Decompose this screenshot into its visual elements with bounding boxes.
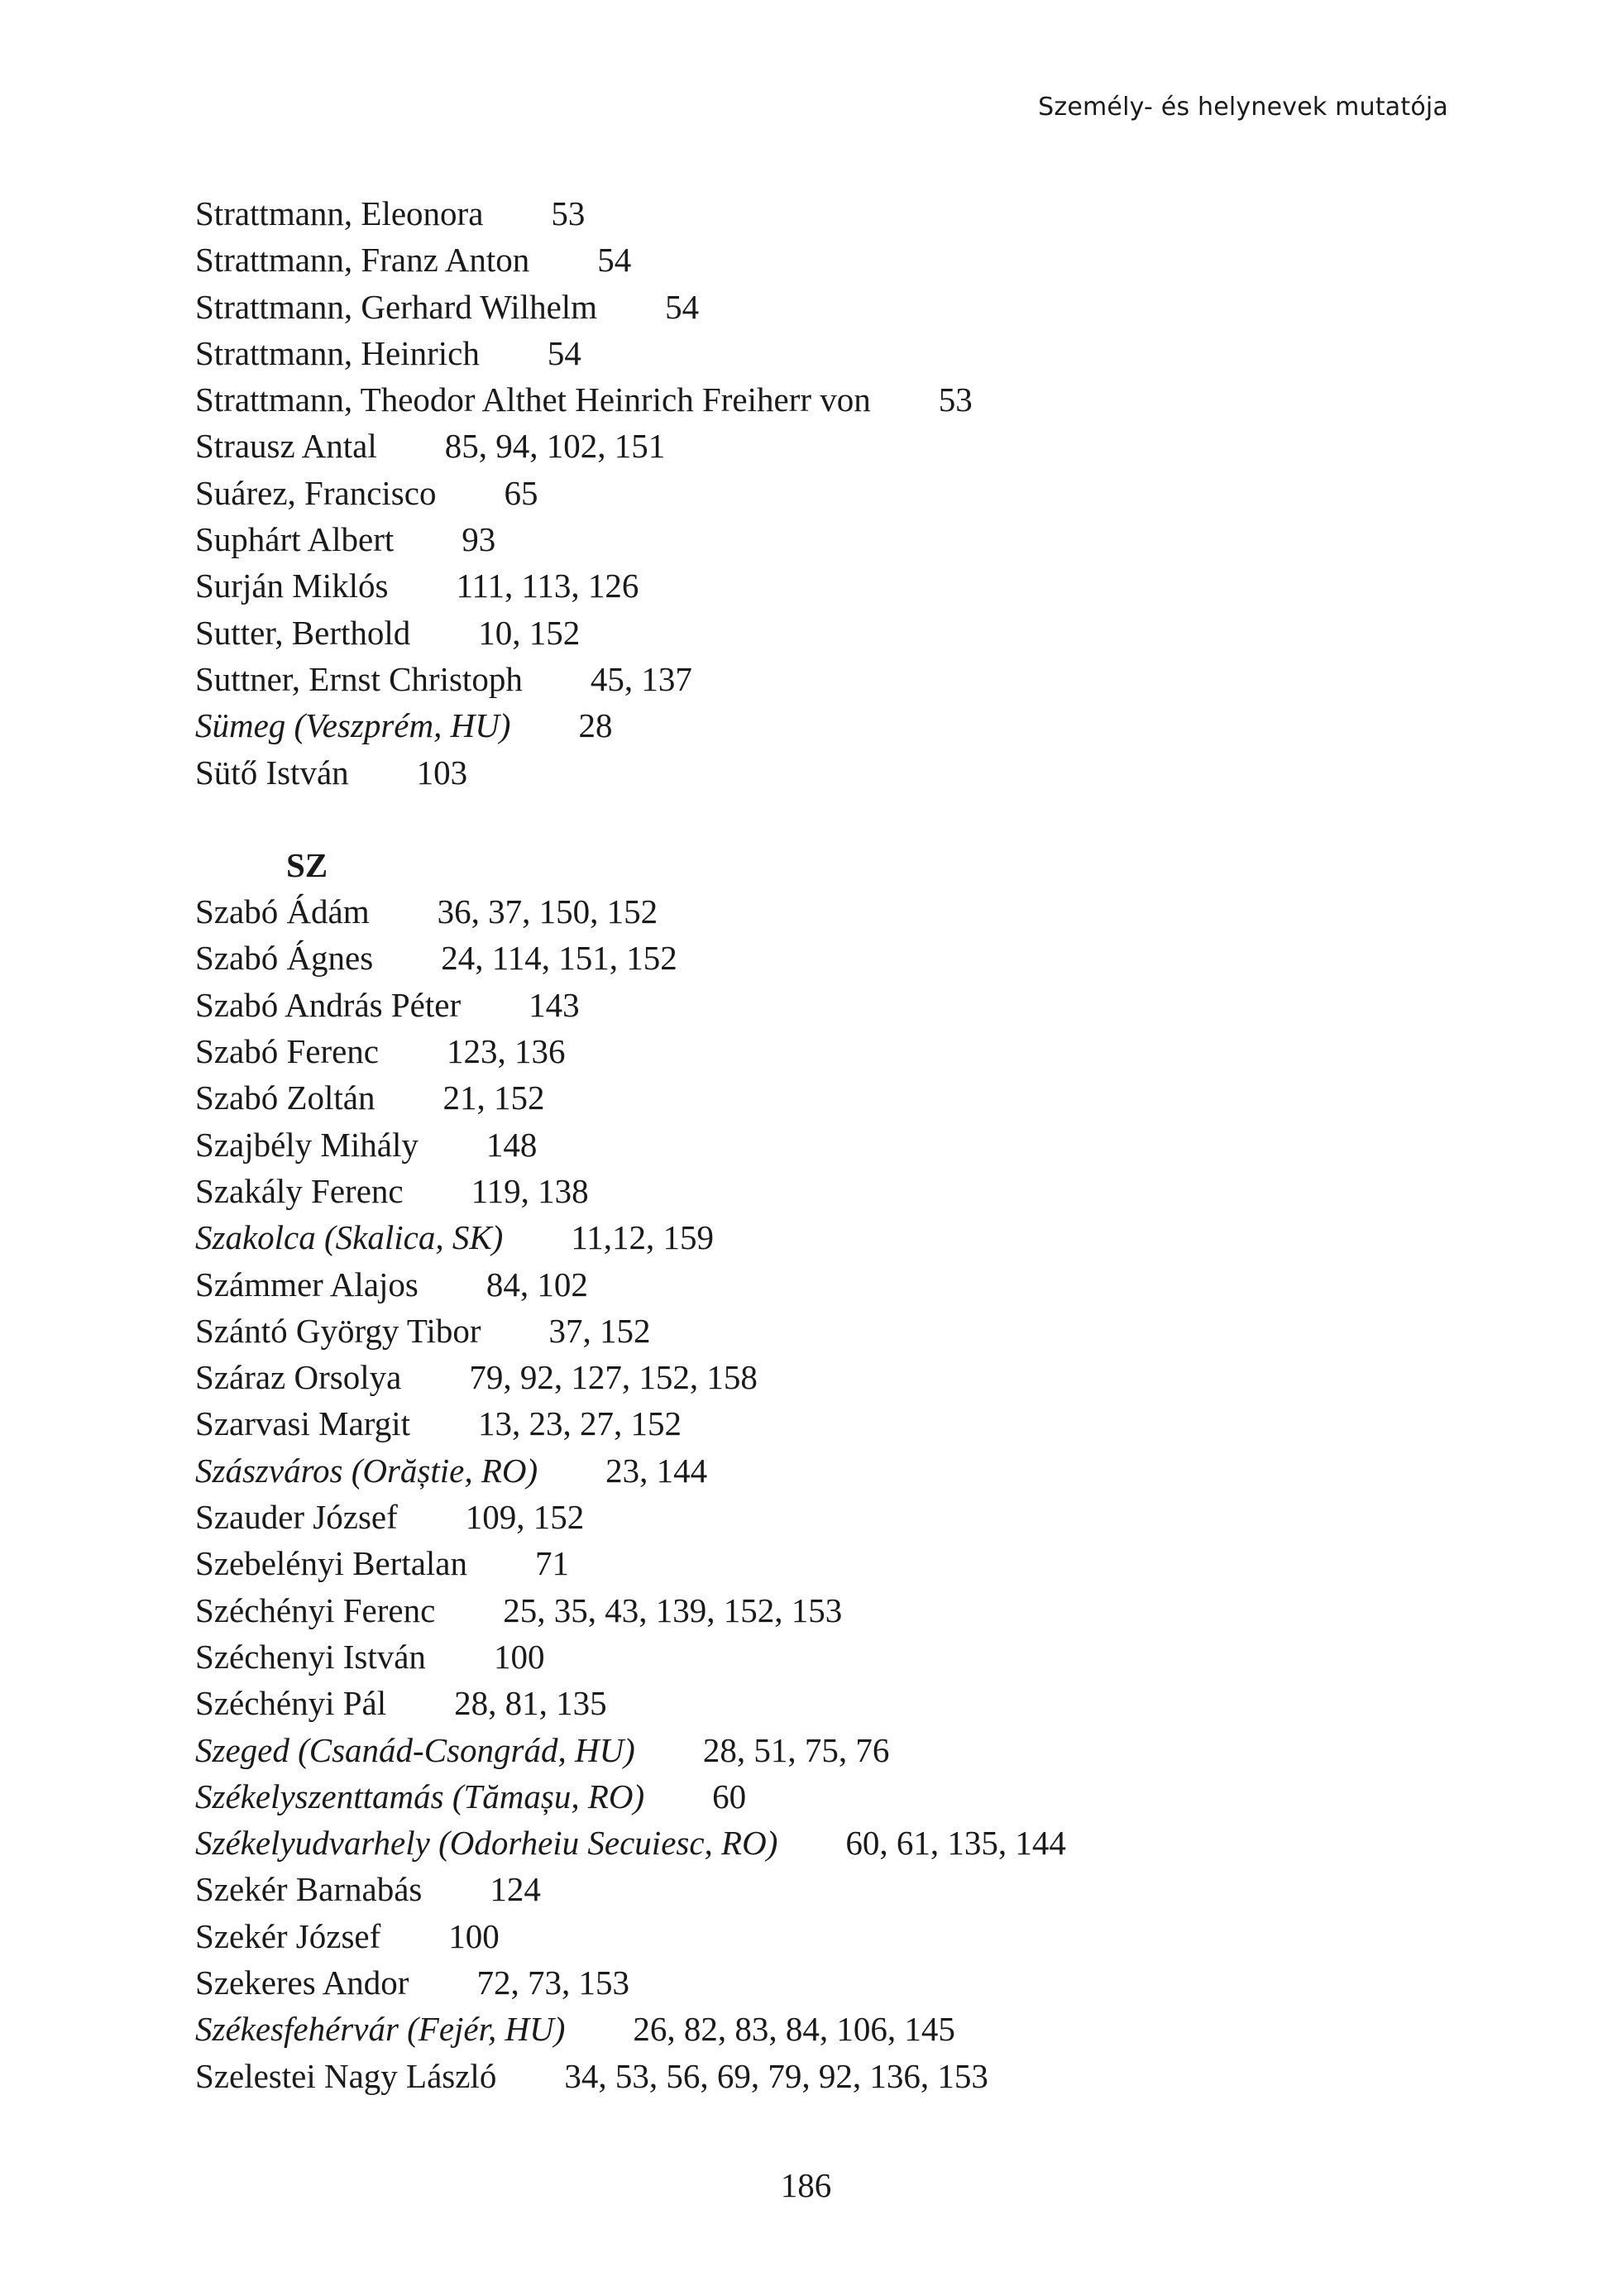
- entry-name: Szakály Ferenc: [195, 1171, 404, 1210]
- entry-pages: 124: [490, 1870, 541, 1909]
- index-entry-person: [195, 330, 1436, 376]
- entry-name: Suárez, Francisco: [195, 473, 437, 512]
- index-entries: [195, 190, 1436, 2099]
- index-entry-place: [195, 2006, 1436, 2052]
- index-entry-place: [195, 1773, 1436, 1820]
- index-entry-person: [195, 1494, 1436, 1540]
- entry-name: Szekér Barnabás: [195, 1870, 423, 1909]
- entry-pages: 54: [547, 333, 581, 372]
- entry-name: Szelestei Nagy László: [195, 2056, 497, 2095]
- entry-name: Szekér József: [195, 1916, 381, 1955]
- entry-pages: 53: [938, 380, 973, 419]
- index-entry-place: [195, 1727, 1436, 1773]
- entry-pages: 28: [578, 706, 613, 745]
- running-head: Személy- és helynevek mutatója: [1038, 93, 1448, 122]
- entry-pages: 100: [493, 1637, 545, 1676]
- entry-name: Suttner, Ernst Christoph: [195, 659, 523, 698]
- entry-name: Strattmann, Heinrich: [195, 333, 480, 372]
- entry-name: Széchényi Pál: [195, 1684, 387, 1723]
- entry-pages: 45, 137: [590, 659, 692, 698]
- index-entry-person: [195, 1587, 1436, 1634]
- entry-name: Surján Miklós: [195, 567, 389, 605]
- entry-pages: 84, 102: [486, 1265, 588, 1303]
- index-entry-person: [195, 1634, 1436, 1680]
- entry-name: Suphárt Albert: [195, 520, 395, 559]
- index-entry-person: [195, 888, 1436, 935]
- entry-pages: 103: [416, 753, 468, 792]
- entry-pages: 65: [504, 473, 538, 512]
- index-entry-person: [195, 562, 1436, 609]
- index-entry-person: [195, 982, 1436, 1028]
- entry-pages: 79, 92, 127, 152, 158: [469, 1358, 758, 1397]
- entry-name: Szekeres Andor: [195, 1963, 409, 2002]
- entry-pages: 93: [462, 520, 496, 559]
- entry-name: Szauder József: [195, 1498, 398, 1537]
- entry-name: Szebelényi Bertalan: [195, 1544, 468, 1583]
- index-entry-person: [195, 1913, 1436, 1959]
- letter-heading-sz: SZ: [286, 845, 328, 884]
- entry-name: Székelyudvarhely (Odorheiu Secuiesc, RO): [195, 1824, 778, 1863]
- entry-pages: 34, 53, 56, 69, 79, 92, 136, 153: [564, 2056, 988, 2095]
- index-entry-person: [195, 1308, 1436, 1354]
- index-entry-person: [195, 1680, 1436, 1726]
- index-entry-place: [195, 1820, 1436, 1866]
- index-entry-person: [195, 935, 1436, 981]
- index-entry-person: [195, 237, 1436, 283]
- entry-name: Szántó György Tibor: [195, 1311, 481, 1350]
- entry-pages: 85, 94, 102, 151: [444, 427, 666, 466]
- index-entry-person: [195, 610, 1436, 656]
- entry-pages: 109, 152: [465, 1498, 585, 1537]
- entry-name: Száraz Orsolya: [195, 1358, 402, 1397]
- entry-pages: 111, 113, 126: [456, 567, 639, 605]
- entry-name: Szabó Ádám: [195, 892, 370, 931]
- entry-name: Sutter, Berthold: [195, 613, 411, 652]
- entry-pages: 143: [529, 985, 580, 1024]
- entry-pages: 119, 138: [471, 1171, 589, 1210]
- index-entry-person: [195, 1540, 1436, 1586]
- entry-pages: 26, 82, 83, 84, 106, 145: [633, 2010, 955, 2049]
- entry-name: Szeged (Csanád-Csongrád, HU): [195, 1730, 635, 1769]
- entry-pages: 24, 114, 151, 152: [441, 939, 677, 978]
- entry-name: Szászváros (Orăștie, RO): [195, 1451, 538, 1490]
- entry-name: Számmer Alajos: [195, 1265, 419, 1303]
- entry-pages: 54: [597, 241, 632, 280]
- entry-name: Szajbély Mihály: [195, 1125, 419, 1164]
- entry-name: Strattmann, Gerhard Wilhelm: [195, 287, 598, 326]
- entry-name: Székesfehérvár (Fejér, HU): [195, 2010, 566, 2049]
- index-entry-person: [195, 1122, 1436, 1168]
- index-entry-person: [195, 1028, 1436, 1074]
- index-entry-place: [195, 1447, 1436, 1494]
- index-entry-person: [195, 1261, 1436, 1308]
- index-entry-place: [195, 702, 1436, 749]
- entry-name: Strattmann, Eleonora: [195, 194, 484, 232]
- entry-pages: 53: [551, 194, 586, 232]
- page-number: 186: [780, 2166, 832, 2204]
- entry-name: Szabó Ágnes: [195, 939, 374, 978]
- entry-name: Szakolca (Skalica, SK): [195, 1218, 504, 1257]
- index-entry-person: [195, 470, 1436, 516]
- entry-name: Széchényi Ferenc: [195, 1590, 436, 1629]
- entry-name: Strattmann, Franz Anton: [195, 241, 530, 280]
- section-sz: [195, 888, 1436, 2099]
- entry-name: Szabó András Péter: [195, 985, 462, 1024]
- index-entry-person: [195, 516, 1436, 562]
- section-s: [195, 190, 1436, 796]
- index-entry-person: [195, 1168, 1436, 1214]
- index-entry-person: [195, 656, 1436, 702]
- entry-name: Szabó Ferenc: [195, 1032, 379, 1071]
- index-entry-place: [195, 1214, 1436, 1260]
- entry-pages: 123, 136: [447, 1032, 566, 1071]
- index-entry-person: [195, 1400, 1436, 1447]
- entry-pages: 21, 152: [442, 1079, 545, 1117]
- entry-pages: 23, 144: [605, 1451, 708, 1490]
- entry-pages: 11,12, 159: [571, 1218, 715, 1257]
- index-entry-person: [195, 1959, 1436, 2006]
- entry-pages: 60: [712, 1777, 747, 1815]
- entry-name: Strattmann, Theodor Althet Heinrich Freiherr von: [195, 380, 871, 419]
- entry-name: Szarvasi Margit: [195, 1404, 410, 1443]
- index-entry-person: [195, 284, 1436, 330]
- index-entry-person: [195, 376, 1436, 423]
- entry-pages: 71: [535, 1544, 570, 1583]
- entry-pages: 10, 152: [478, 613, 581, 652]
- entry-pages: 25, 35, 43, 139, 152, 153: [503, 1590, 843, 1629]
- index-entry-person: [195, 423, 1436, 469]
- index-entry-person: [195, 1074, 1436, 1121]
- index-entry-person: [195, 749, 1436, 796]
- entry-pages: 72, 73, 153: [476, 1963, 629, 2002]
- entry-pages: 13, 23, 27, 152: [478, 1404, 682, 1443]
- entry-name: Székelyszenttamás (Tămașu, RO): [195, 1777, 645, 1815]
- entry-pages: 28, 51, 75, 76: [702, 1730, 890, 1769]
- entry-name: Strausz Antal: [195, 427, 377, 466]
- entry-name: Sümeg (Veszprém, HU): [195, 706, 511, 745]
- entry-pages: 148: [486, 1125, 538, 1164]
- entry-pages: 36, 37, 150, 152: [437, 892, 658, 931]
- entry-pages: 37, 152: [548, 1311, 651, 1350]
- index-entry-person: [195, 1354, 1436, 1400]
- entry-pages: 28, 81, 135: [454, 1684, 607, 1723]
- index-entry-person: [195, 2053, 1436, 2099]
- index-entry-person: [195, 1866, 1436, 1912]
- entry-pages: 60, 61, 135, 144: [845, 1824, 1066, 1863]
- entry-pages: 54: [665, 287, 700, 326]
- entry-name: Szabó Zoltán: [195, 1079, 375, 1117]
- entry-name: Sütő István: [195, 753, 349, 792]
- index-entry-person: [195, 190, 1436, 237]
- entry-pages: 100: [448, 1916, 500, 1955]
- entry-name: Széchenyi István: [195, 1637, 426, 1676]
